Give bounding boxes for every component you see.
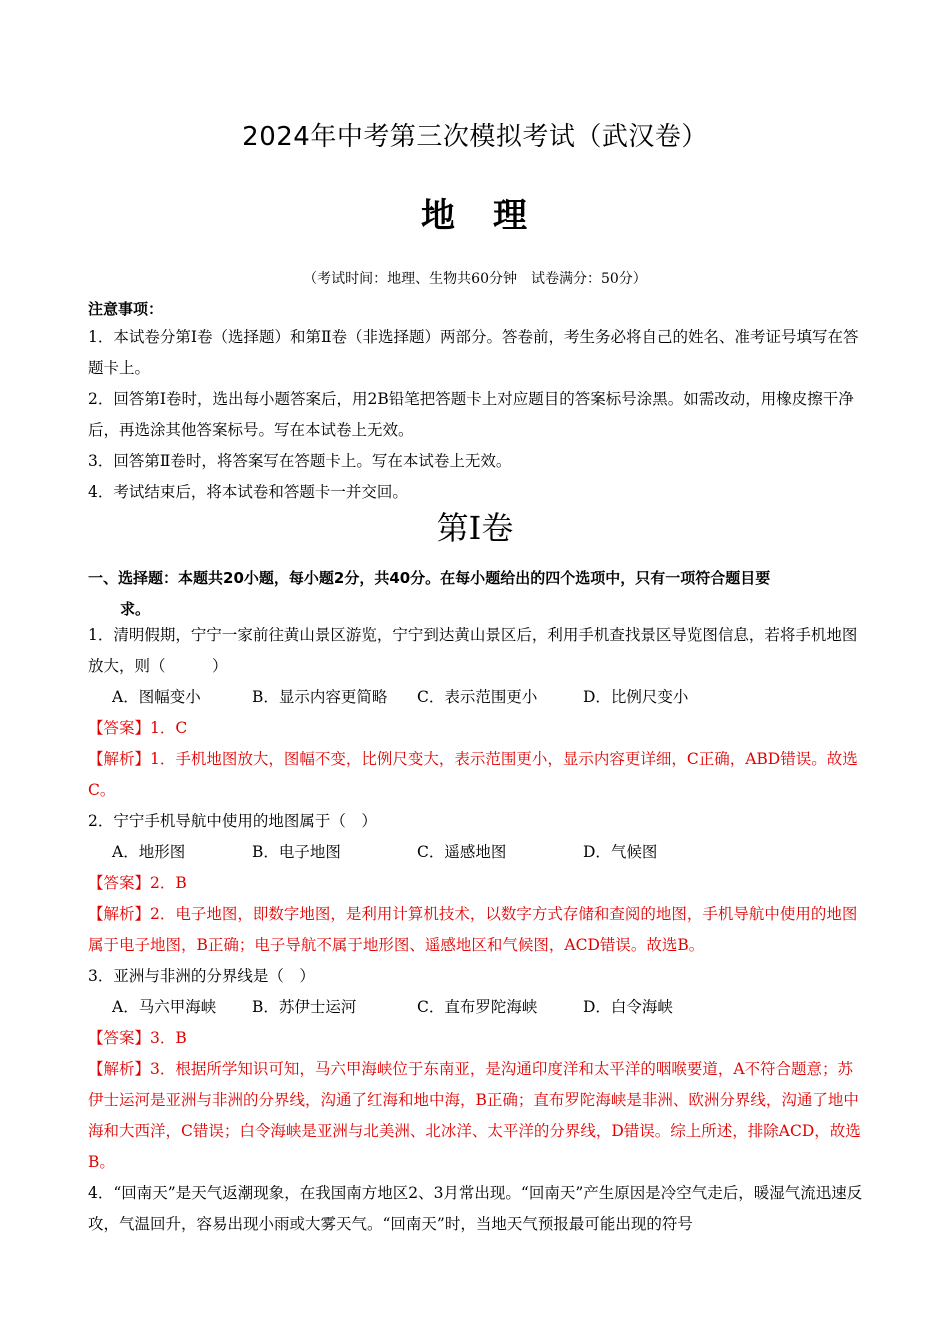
option-c: C．直布罗陀海峡 bbox=[417, 998, 538, 1016]
exam-title: 2024年中考第三次模拟考试（武汉卷） bbox=[242, 122, 708, 152]
question-options bbox=[88, 992, 863, 1023]
notice-item: 4．考试结束后，将本试卷和答题卡一并交回。 bbox=[88, 483, 408, 501]
option-b: B．苏伊士运河 bbox=[252, 998, 357, 1016]
question-stem: 3．亚洲与非洲的分界线是（ ） bbox=[88, 967, 315, 985]
option-d: D．气候图 bbox=[583, 843, 658, 861]
option-c: C．遥感地图 bbox=[417, 843, 507, 861]
exam-info: （考试时间：地理、生物共60分钟 试卷满分：50分） bbox=[303, 271, 647, 287]
question-stem: 4．“回南天”是天气返潮现象，在我国南方地区2、3月常出现。“回南天”产生原因是冷空气走后，暖湿气流迅速反攻，气温回升，容易出现小雨或大雾天气。“回南天”时，当地天气预报最可能出现的符号 bbox=[88, 1184, 863, 1233]
answer-line: 【答案】2．B bbox=[88, 874, 187, 892]
analysis-text: 【解析】1．手机地图放大，图幅不变，比例尺变大，表示范围更小，显示内容更详细，C正确，ABD错误。故选C。 bbox=[88, 750, 858, 799]
part-heading bbox=[88, 563, 863, 625]
option-b: B．电子地图 bbox=[252, 843, 341, 861]
question-options bbox=[88, 682, 863, 713]
part-heading-line2: 求。 bbox=[120, 600, 151, 618]
notice-heading: 注意事项： bbox=[88, 300, 164, 318]
answer-line: 【答案】1．C bbox=[88, 719, 188, 737]
analysis-text: 【解析】2．电子地图，即数字地图，是利用计算机技术，以数字方式存储和查阅的地图，手机导航中使用的地图属于电子地图，B正确；电子导航不属于地形图、遥感地区和气候图，ACD错误。故选B。 bbox=[88, 905, 858, 954]
option-b: B．显示内容更简略 bbox=[252, 688, 388, 706]
notice-list bbox=[88, 322, 863, 508]
option-a: A．地形图 bbox=[112, 843, 186, 861]
part-heading-line1: 一、选择题：本题共20小题，每小题2分，共40分。在每小题给出的四个选项中，只有一项符合题目要 bbox=[88, 569, 771, 587]
question-options bbox=[88, 837, 863, 868]
option-c: C．表示范围更小 bbox=[417, 688, 538, 706]
section-title: 第Ⅰ卷 bbox=[436, 509, 514, 547]
question-stem: 2．宁宁手机导航中使用的地图属于（ ） bbox=[88, 812, 377, 830]
subject-title: 地 理 bbox=[421, 196, 529, 236]
notice-item: 3．回答第Ⅱ卷时，将答案写在答题卡上。写在本试卷上无效。 bbox=[88, 452, 512, 470]
notice-item: 2．回答第Ⅰ卷时，选出每小题答案后，用2B铅笔把答题卡上对应题目的答案标号涂黑。如需改动，用橡皮擦干净后，再选涂其他答案标号。写在本试卷上无效。 bbox=[88, 390, 854, 439]
question-stem: 1．清明假期，宁宁一家前往黄山景区游览，宁宁到达黄山景区后，利用手机查找景区导览图信息，若将手机地图放大，则（ ） bbox=[88, 626, 858, 675]
question-list bbox=[88, 620, 863, 1240]
answer-line: 【答案】3．B bbox=[88, 1029, 187, 1047]
option-a: A．马六甲海峡 bbox=[112, 998, 217, 1016]
option-d: D．白令海峡 bbox=[583, 998, 673, 1016]
option-a: A．图幅变小 bbox=[112, 688, 201, 706]
option-d: D．比例尺变小 bbox=[583, 688, 689, 706]
notice-item: 1．本试卷分第Ⅰ卷（选择题）和第Ⅱ卷（非选择题）两部分。答卷前，考生务必将自己的姓名、准考证号填写在答题卡上。 bbox=[88, 328, 859, 377]
analysis-text: 【解析】3．根据所学知识可知，马六甲海峡位于东南亚，是沟通印度洋和太平洋的咽喉要道，A不符合题意；苏伊士运河是亚洲与非洲的分界线，沟通了红海和地中海，B正确；直布罗陀海峡是非洲、欧洲分界线，沟通了地中海和大西洋，C错误；白令海峡是亚洲与北美洲、北冰洋、太平洋的分界线，D错误。综上所述，排除ACD，故选B。 bbox=[88, 1060, 861, 1171]
